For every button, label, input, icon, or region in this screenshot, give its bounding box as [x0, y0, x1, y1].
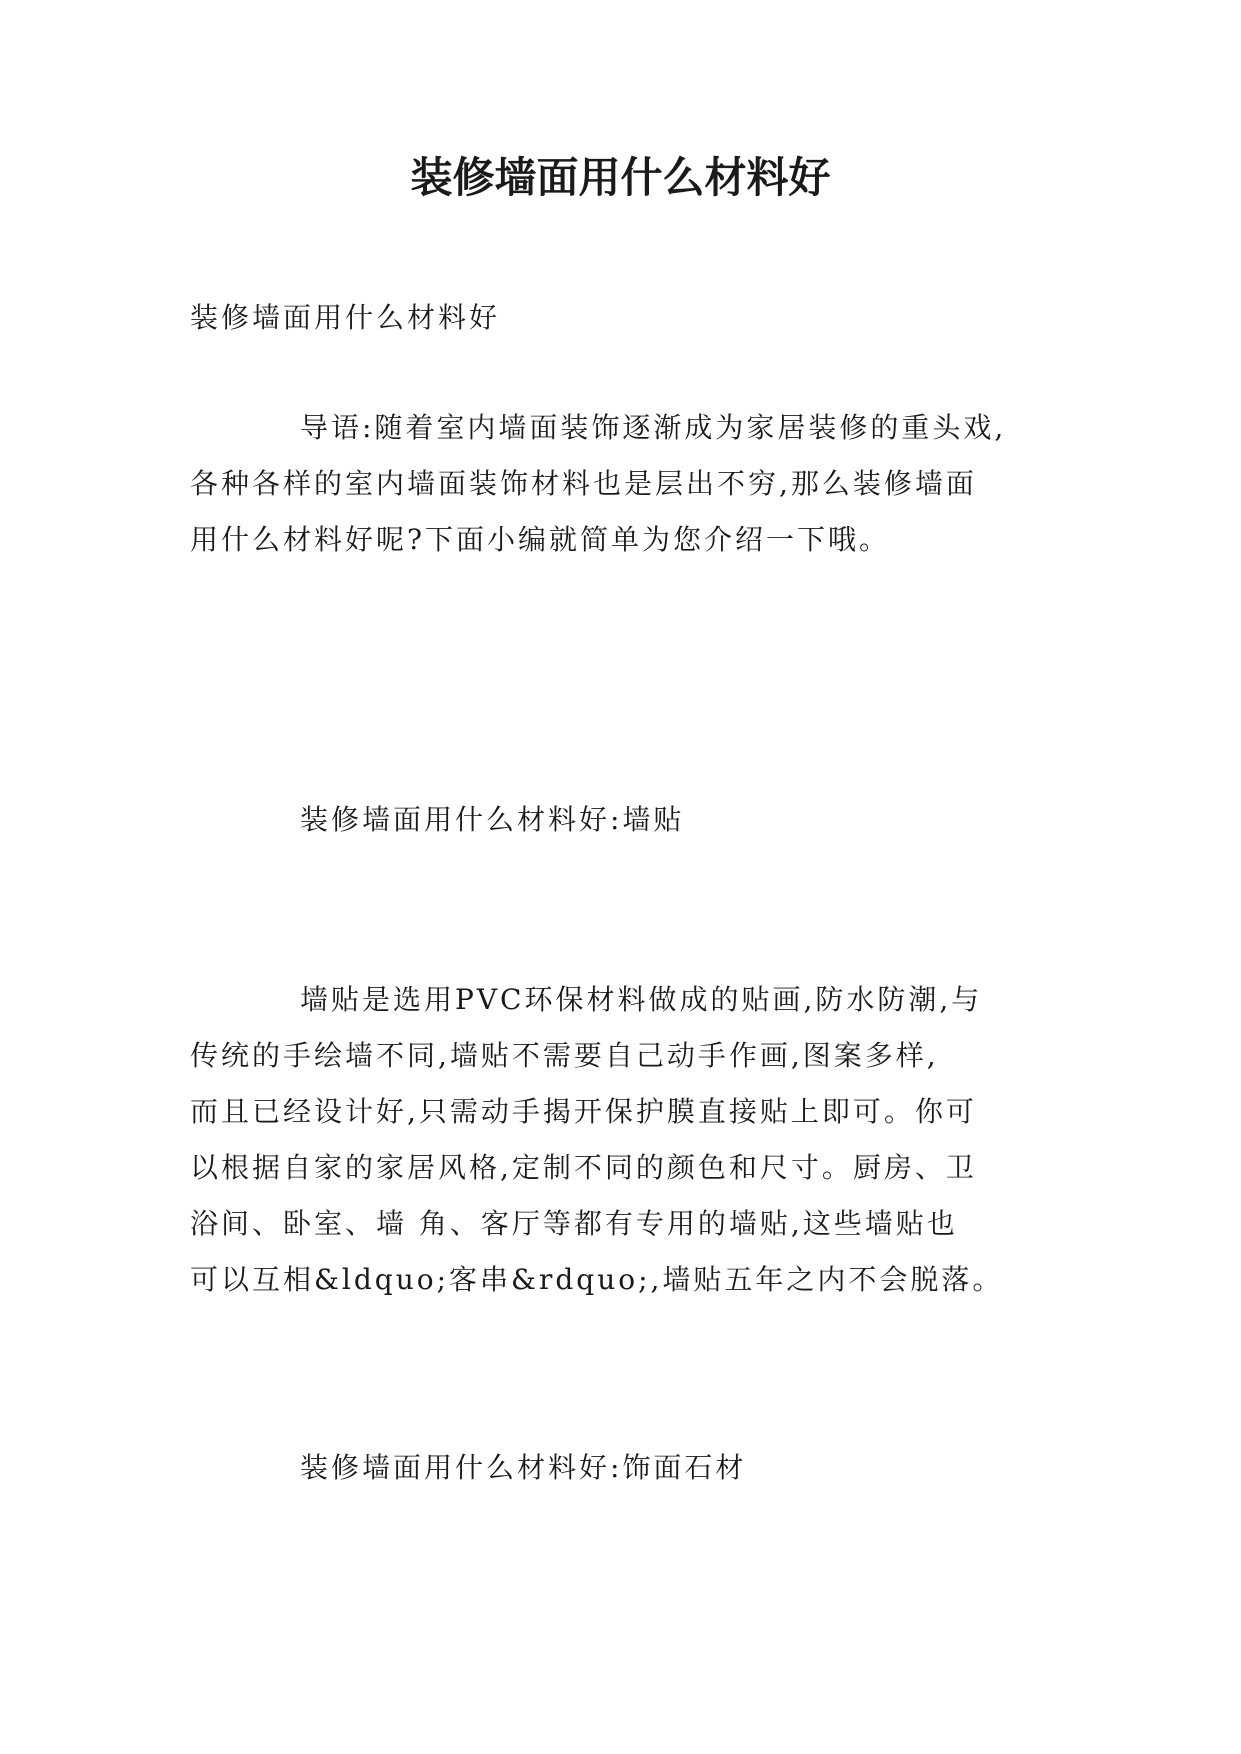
section1-line-5: 浴间、卧室、墙 角、客厅等都有专用的墙贴,这些墙贴也 [190, 1207, 958, 1240]
section1-line-3: 而且已经设计好,只需动手揭开保护膜直接贴上即可。你可 [190, 1095, 977, 1128]
section1-line-1: 墙贴是选用PVC环保材料做成的贴画,防水防潮,与 [300, 983, 983, 1016]
intro-line-1: 导语:随着室内墙面装饰逐渐成为家居装修的重头戏, [300, 411, 1007, 444]
intro-line-2: 各种各样的室内墙面装饰材料也是层出不穷,那么装修墙面 [190, 467, 977, 500]
section1-line-6: 可以互相&ldquo;客串&rdquo;,墙贴五年之内不会脱落。 [190, 1263, 1004, 1296]
section1-line-2: 传统的手绘墙不同,墙贴不需要自己动手作画,图案多样, [190, 1039, 939, 1072]
document-subtitle: 装修墙面用什么材料好 [190, 301, 501, 334]
section-heading-wall-sticker: 装修墙面用什么材料好:墙贴 [300, 803, 685, 836]
section-heading-stone: 装修墙面用什么材料好:饰面石材 [300, 1451, 747, 1484]
section1-line-4: 以根据自家的家居风格,定制不同的颜色和尺寸。厨房、卫 [190, 1151, 977, 1184]
document-title: 装修墙面用什么材料好 [410, 153, 831, 202]
intro-line-3: 用什么材料好呢?下面小编就简单为您介绍一下哦。 [190, 523, 891, 556]
